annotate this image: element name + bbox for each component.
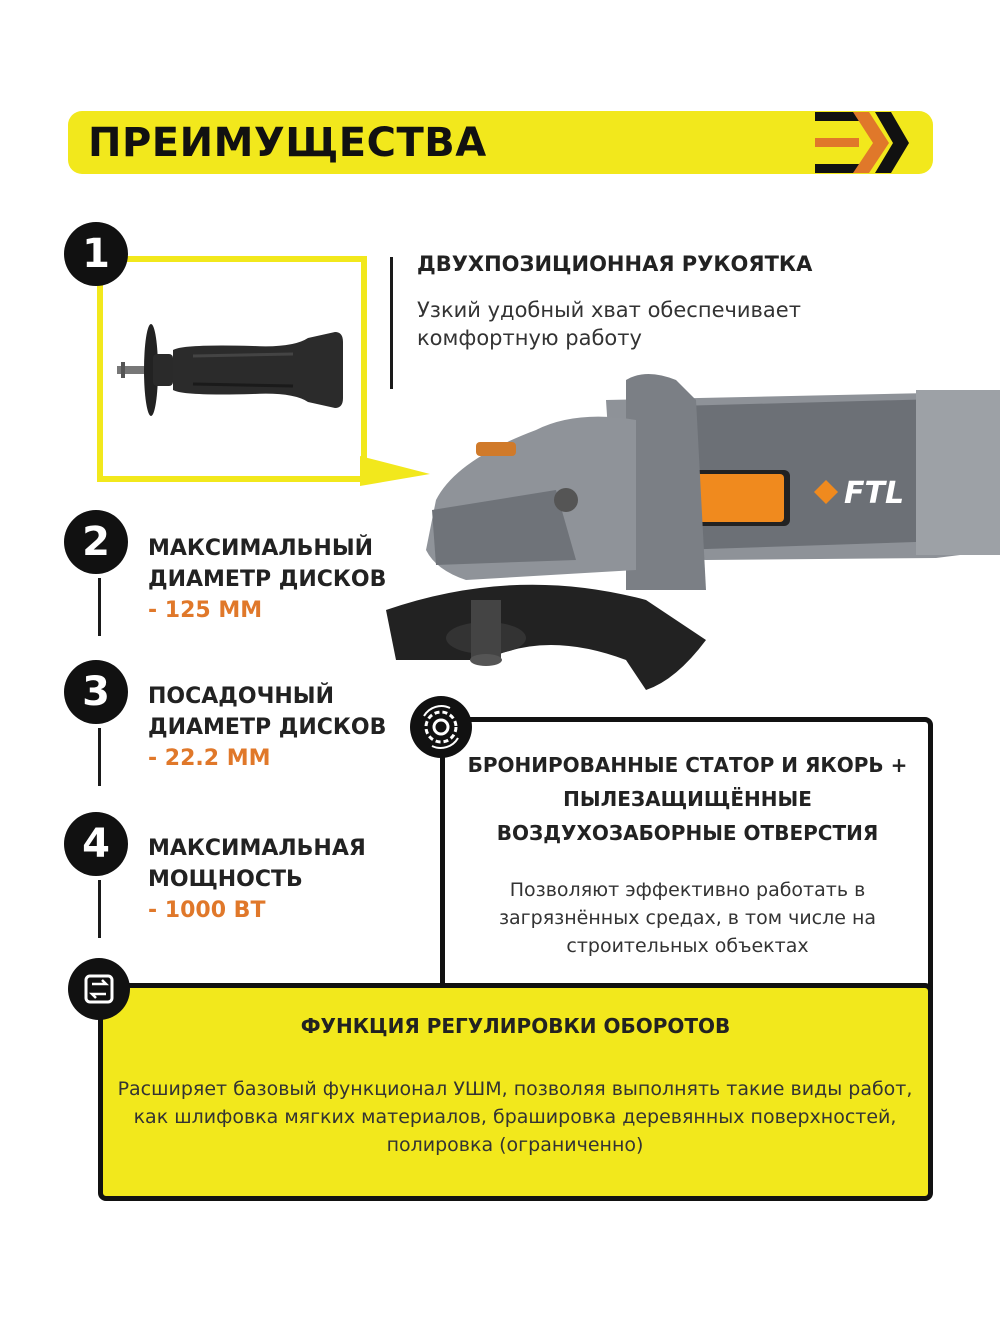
- armored-description: Позволяют эффективно работать в загрязнённых средах, в том числе на строительных объектах: [498, 879, 877, 957]
- spec-value: - 22.2 ММ: [148, 746, 271, 771]
- side-handle-icon: [103, 262, 361, 476]
- feature-title: ДВУХПОЗИЦИОННАЯ РУКОЯТКА: [417, 252, 813, 276]
- spec-title: МАКСИМАЛЬНЫЙ: [148, 536, 374, 561]
- spec-number-badge: 4: [64, 812, 128, 876]
- spec-title: ДИАМЕТР ДИСКОВ: [148, 715, 387, 740]
- spec-value: - 125 ММ: [148, 598, 263, 623]
- page-title: ПРЕИМУЩЕСТВА: [88, 120, 487, 166]
- spec-title: МОЩНОСТЬ: [148, 867, 303, 892]
- spec-title: ДИАМЕТР ДИСКОВ: [148, 567, 387, 592]
- rotation-arrows-icon: [68, 958, 130, 1020]
- brand-logo-icon: [813, 108, 913, 178]
- spec-title: ПОСАДОЧНЫЙ: [148, 684, 334, 709]
- spec-number-badge: 2: [64, 510, 128, 574]
- divider-line: [98, 728, 101, 786]
- speed-control-description: Расширяет базовый функционал УШМ, позволяя выполнять такие виды работ, как шлифовка мягких материалов, брашировка деревянных поверхностей, полировка (ограниченно): [117, 1078, 913, 1156]
- spec-title: МАКСИМАЛЬНАЯ: [148, 836, 366, 861]
- handle-image-frame: [97, 256, 367, 482]
- divider-line: [98, 880, 101, 938]
- spec-value: - 1000 ВТ: [148, 898, 266, 923]
- brand-label: FTL: [844, 476, 905, 511]
- feature-description: Узкий удобный хват обеспечивает комфортную работу: [417, 298, 801, 350]
- spec-number-badge: 3: [64, 660, 128, 724]
- feature-number-badge: 1: [64, 222, 128, 286]
- armored-title: БРОНИРОВАННЫЕ СТАТОР И ЯКОРЬ + ПЫЛЕЗАЩИЩЁННЫЕ ВОЗДУХОЗАБОРНЫЕ ОТВЕРСТИЯ: [467, 753, 908, 845]
- angle-grinder-image: [376, 360, 1000, 700]
- divider-line: [98, 578, 101, 636]
- speed-control-title: ФУНКЦИЯ РЕГУЛИРОВКИ ОБОРОТОВ: [300, 1014, 731, 1038]
